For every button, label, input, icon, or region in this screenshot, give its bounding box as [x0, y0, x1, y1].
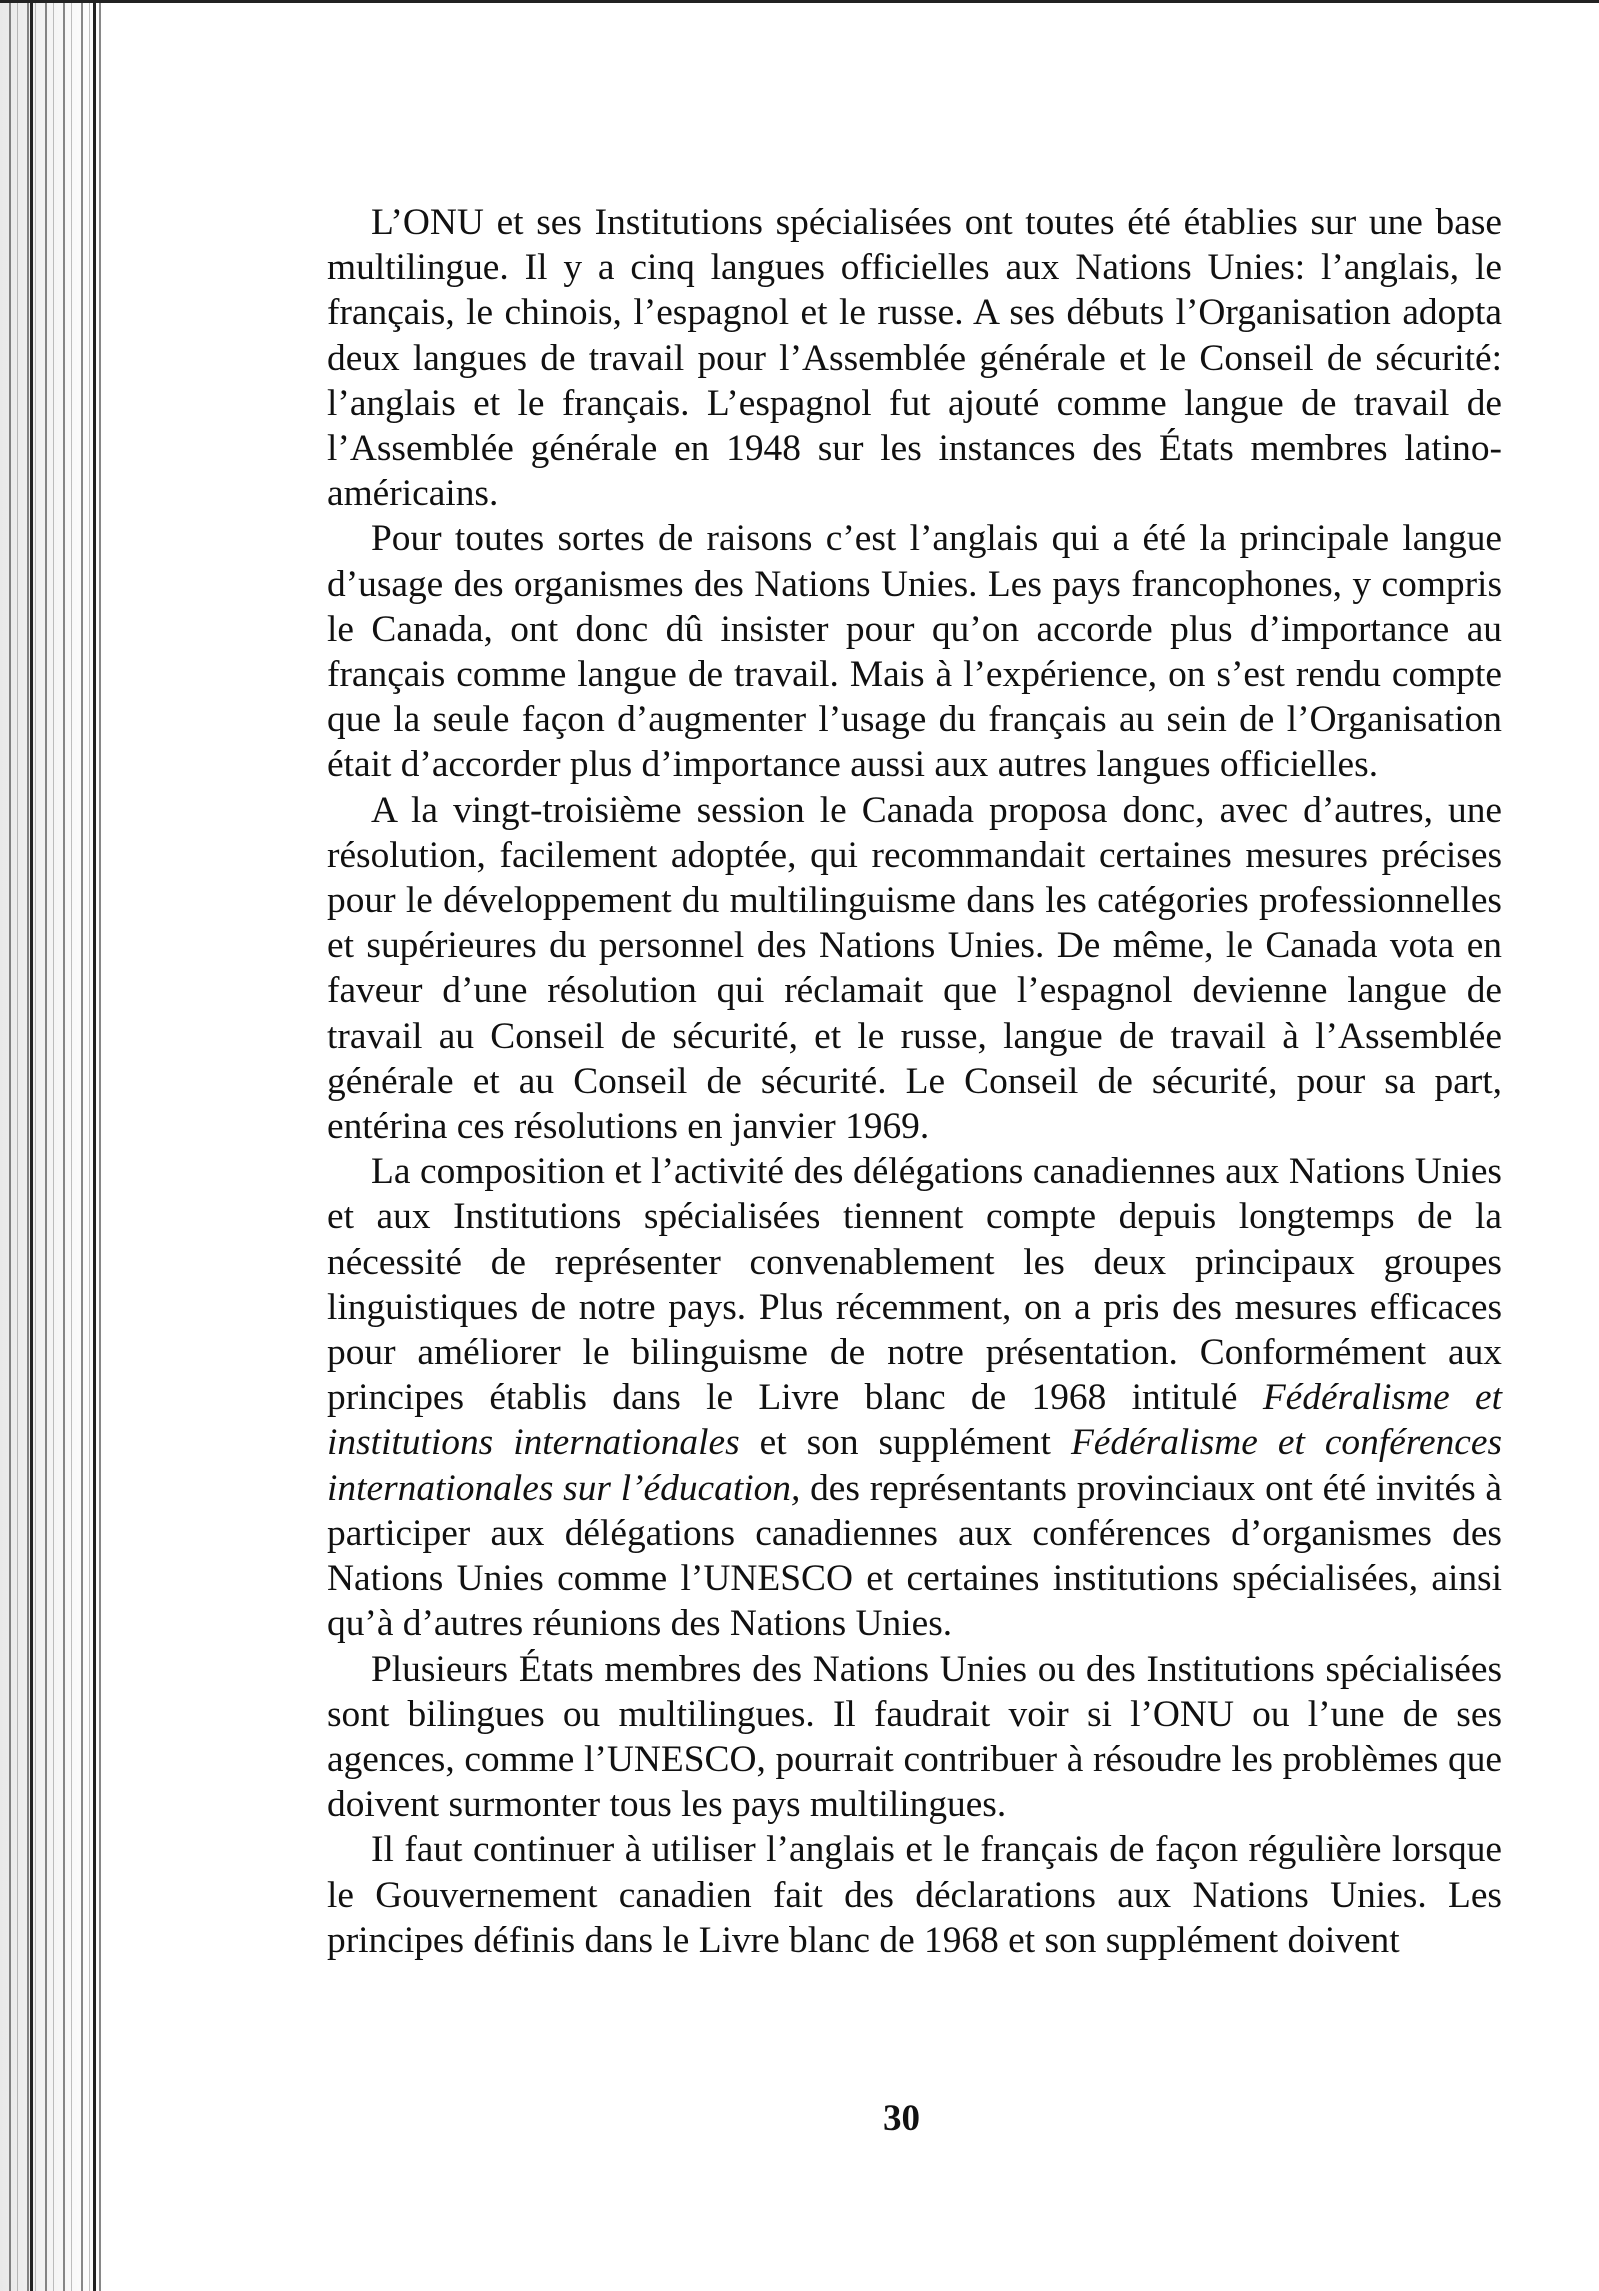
paragraph — [327, 1827, 1502, 1963]
scanned-binding-edge — [0, 0, 105, 2291]
paragraph — [327, 200, 1502, 516]
paragraph — [327, 788, 1502, 1150]
paragraph-text: et son supplément — [739, 1422, 1071, 1464]
paragraph — [327, 1647, 1502, 1828]
italic-title-text: Fédéralisme et institutions internationales — [327, 1377, 1502, 1464]
paragraph-text: Il faut continuer à utiliser l’anglais et le français de façon régulière lorsque le Gouvernement canadien fait des déclarations aux Nations Unies. Les principes définis dans le Livre blanc de 1968 et son supplément doivent — [327, 1829, 1502, 1961]
binding-line — [93, 0, 96, 2291]
paragraph-text: La composition et l’activité des délégations canadiennes aux Nations Unies et aux Institutions spécialisées tiennent compte depuis longtemps de la nécessité de représenter convenablement les deux principaux groupes linguistiques de notre pays. Plus récemment, on a pris des mesures efficaces pour améliorer le bilinguisme de notre présentation. Conformément aux principes établis dans le Livre blanc de 1968 intitulé — [327, 1151, 1502, 1419]
paragraph-text: L’ONU et ses Institutions spécialisées ont toutes été établies sur une base multilingue. Il y a cinq langues officielles aux Nations Unies: l’anglais, le français, le chinois, l’espagnol et le russe. A ses débuts l’Organisation adopta deux langues de travail pour l’Assemblée générale et le Conseil de sécurité: l’anglais et le français. L’espagnol fut ajouté comme langue de travail de l’Assemblée générale en 1948 sur les instances des États membres latino-américains. — [327, 202, 1502, 515]
binding-line — [30, 0, 33, 2291]
top-rule — [0, 0, 1599, 3]
paragraph-text: des représentants provinciaux ont été invités à participer aux délégations canadiennes aux conférences d’organismes des Nations Unies comme l’UNESCO et certaines institutions spécialisées, ainsi qu’à d’autres réunions des Nations Unies. — [327, 1467, 1502, 1645]
page-number — [0, 2096, 1599, 2141]
paragraph-text: Pour toutes sortes de raisons c’est l’anglais qui a été la principale langue d’usage des organismes des Nations Unies. Les pays francophones, y compris le Canada, ont donc dû insister pour qu’on accorde plus d’importance au français comme langue de travail. Mais à l’expérience, on s’est rendu compte que la seule façon d’augmenter l’usage du français au sein de l’Organisation était d’accorder plus d’importance aussi aux autres langues officielles. — [327, 518, 1502, 786]
body-text — [327, 200, 1502, 1963]
italic-title-text: Fédéralisme et conférences internationales sur l’éducation, — [327, 1422, 1503, 1509]
page-number-label: 30 — [883, 2098, 920, 2139]
paragraph-text: A la vingt-troisième session le Canada proposa donc, avec d’autres, une résolution, facilement adoptée, qui recommandait certaines mesures précises pour le développement du multilinguisme dans les catégories professionnelles et supérieures du personnel des Nations Unies. De même, le Canada vota en faveur d’une résolution qui réclamait que l’espagnol devienne langue de travail au Conseil de sécurité, et le russe, langue de travail à l’Assemblée générale et au Conseil de sécurité. Le Conseil de sécurité, pour sa part, entérina ces résolutions en janvier 1969. — [327, 789, 1502, 1148]
paragraph-text: Plusieurs États membres des Nations Unies ou des Institutions spécialisées sont bilingues ou multilingues. Il faudrait voir si l’ONU ou l’une de ses agences, comme l’UNESCO, pourrait contribuer à résoudre les problèmes que doivent surmonter tous les pays multilingues. — [327, 1648, 1502, 1826]
paragraph — [327, 516, 1502, 787]
paragraph — [327, 1149, 1502, 1646]
